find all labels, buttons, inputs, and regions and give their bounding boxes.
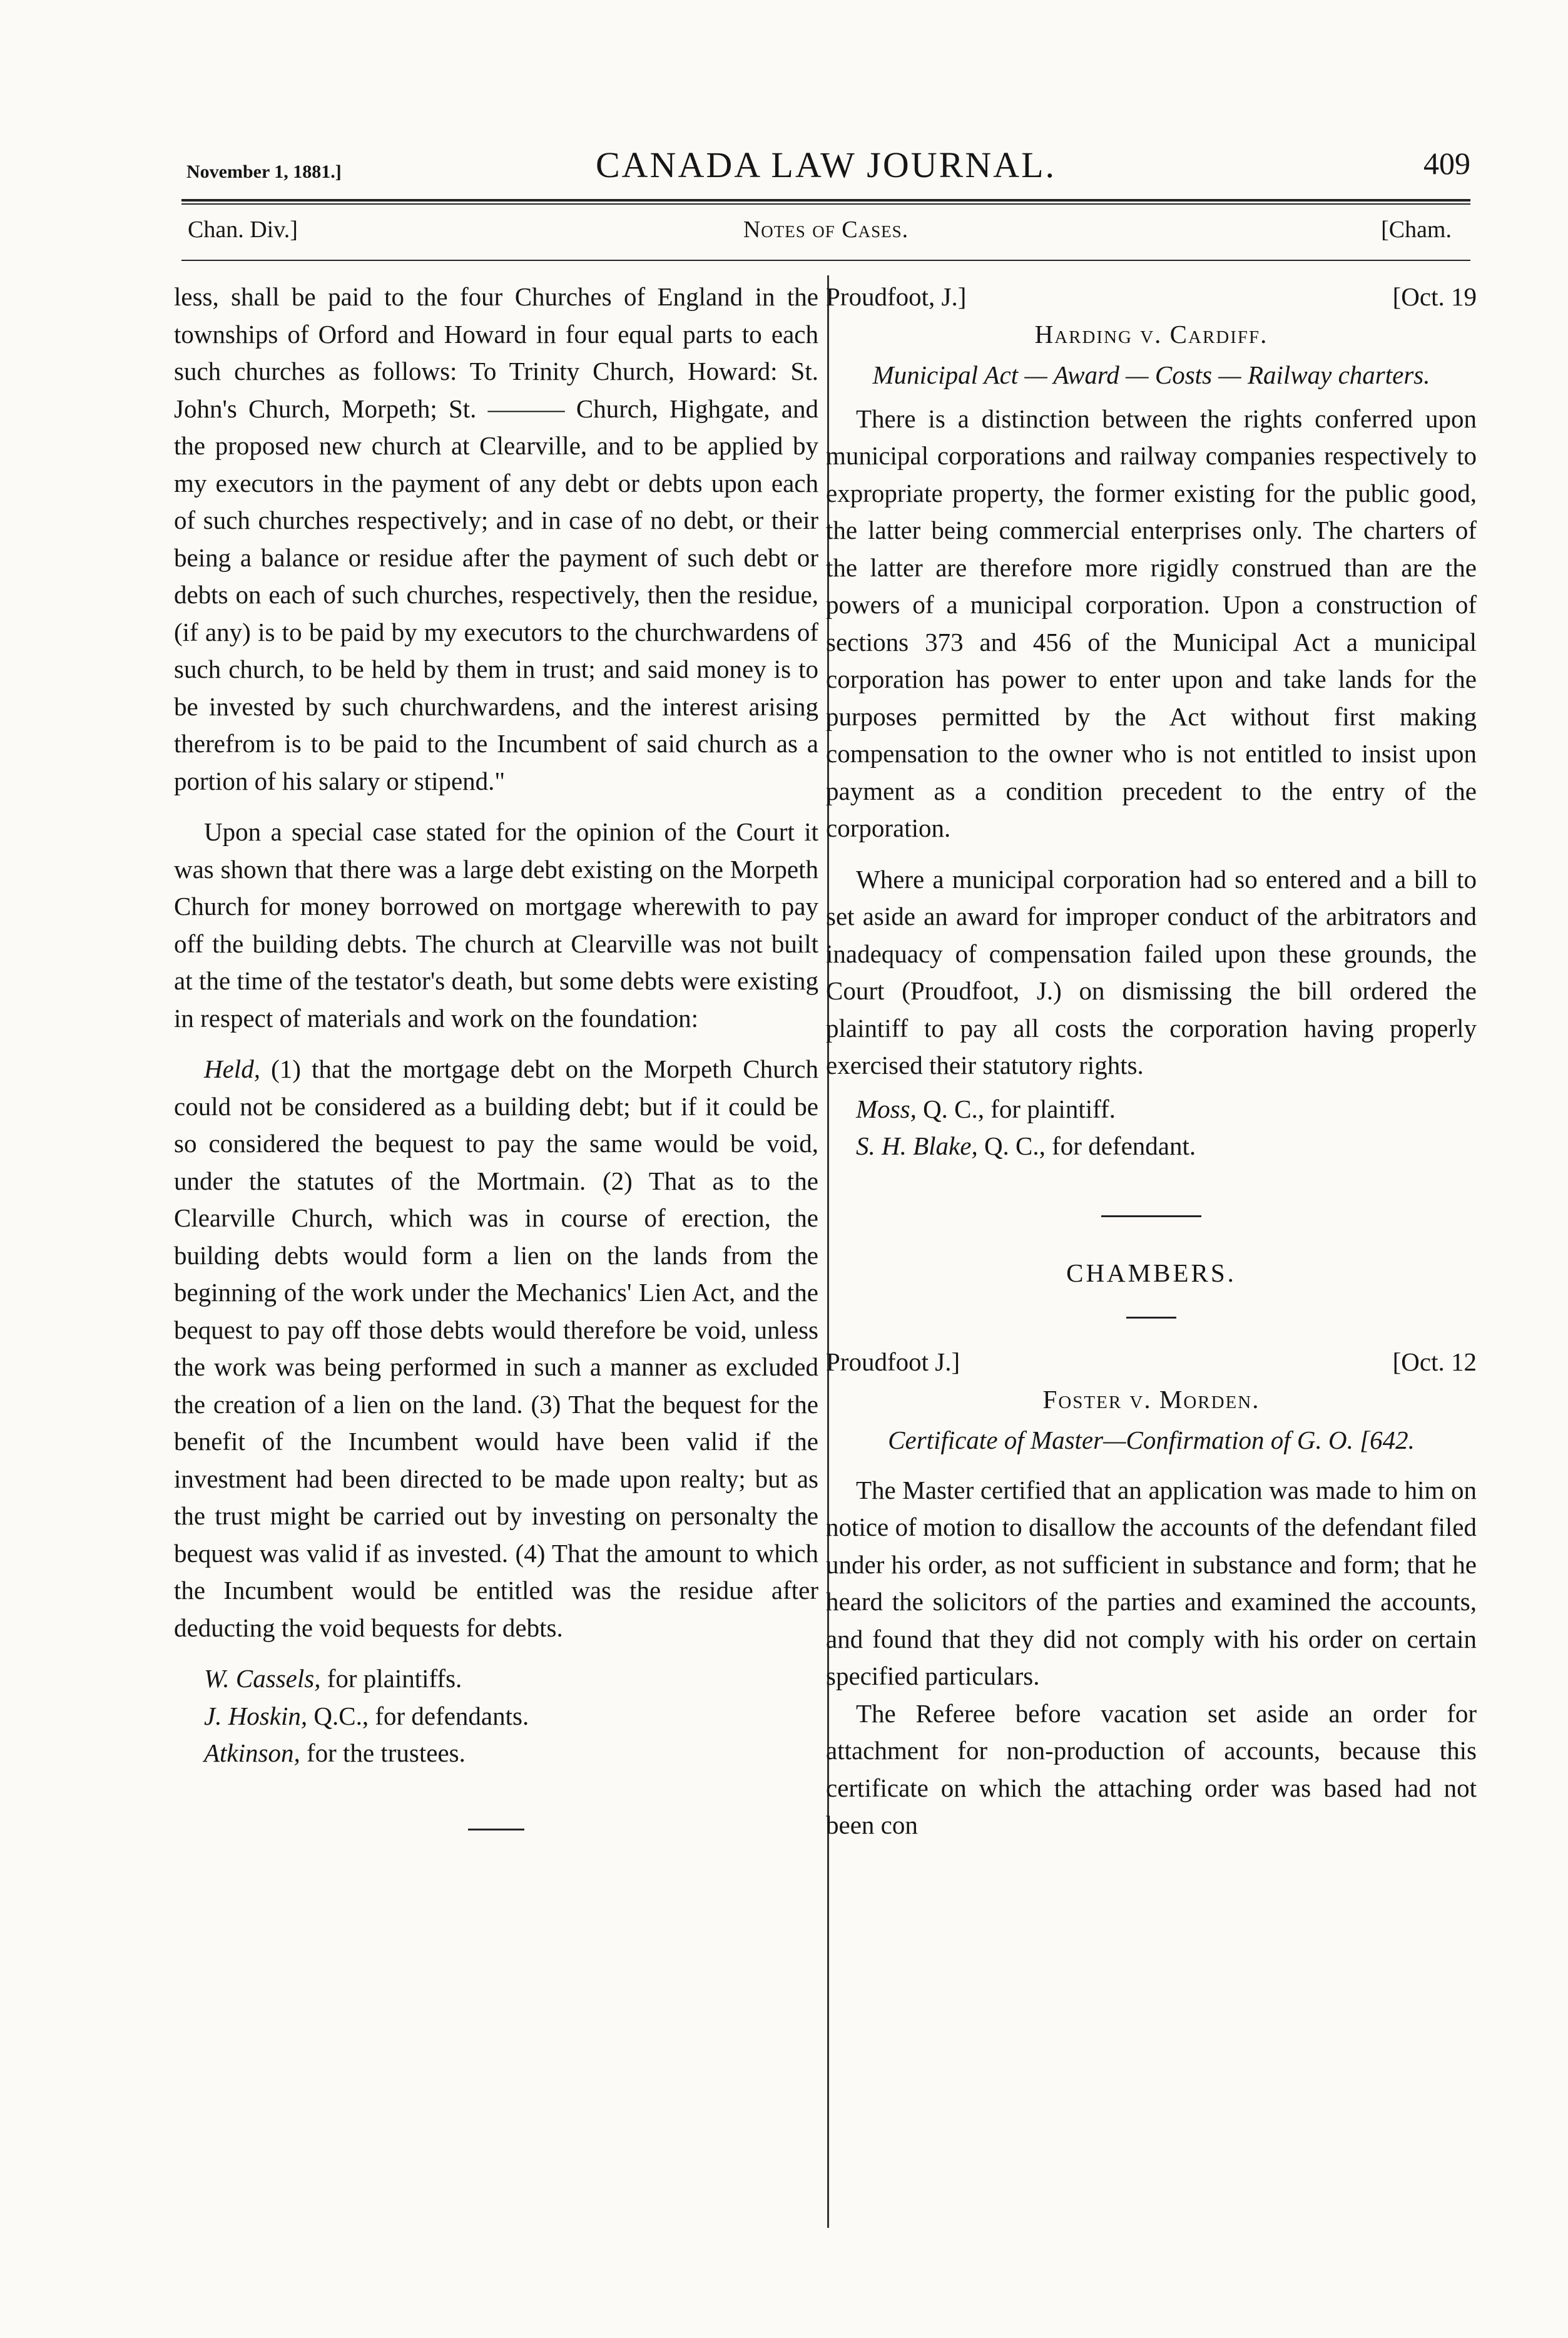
case-judge: Proudfoot, J.] — [826, 282, 967, 311]
counsel-name: S. H. Blake, — [856, 1131, 978, 1160]
running-head — [181, 131, 1470, 194]
left-column — [174, 278, 818, 1830]
case-paragraph: There is a distinction between the rights conferred upon municipal corporations and railway companies respectively to expropriate property, the former existing for the public good, the latter being commercial enterprises only. The charters of the latter are therefore more rigidly construed than are the powers of a municipal corporation. Upon a construction of sections 373 and 456 of the Municipal Act a municipal corporation has power to enter upon and take lands for the purposes permitted by the Act without first making compensation to the owner who is not entitled to insist upon payment as a condition precedent to the entry of the corporation. — [826, 404, 1477, 842]
catchwords: Municipal Act — Award — Costs — Railway charters. — [872, 360, 1430, 389]
case-title: Harding v. Cardiff. — [1034, 319, 1268, 349]
holding-text: (1) that the mortgage debt on the Morpeth Church could not be considered as a building debt; but if it could be so considered the bequest to pay the same would be void, under the statutes of the Mortmain. (2) That as to the Clearville Church, which was in course of erection, the building debts would form a lien on the lands from the beginning of the work under the Mechanics' Lien Act, and the bequest to pay off those debts would therefore be void, unless the work was being performed in such a manner as excluded the creation of a lien on the land. (3) That the bequest for the benefit of the Incumbent would have been valid if the investment had been directed to be made upon realty; but as the trust might be carried out by investing on personalty the bequest was valid if as invested. (4) That the amount to which the Incumbent would be entitled was the residue after deducting the void bequests for debts. — [174, 1054, 818, 1642]
counsel-line — [174, 1698, 818, 1735]
divider-rule — [1101, 1215, 1201, 1217]
case-date: [Oct. 19 — [1392, 282, 1477, 311]
section-left: Chan. Div.] — [188, 217, 298, 243]
counsel-line — [174, 1660, 818, 1698]
right-column — [826, 278, 1477, 1844]
header-rule-bottom — [181, 203, 1470, 205]
end-rule — [468, 1829, 524, 1830]
counsel-line — [826, 1128, 1477, 1165]
section-header — [181, 216, 1470, 253]
case-title: Foster v. Morden. — [1042, 1384, 1260, 1414]
special-case-paragraph: Upon a special case stated for the opinion of the Court it was shown that there was a large debt existing on the Morpeth Church for money borrowed on mortgage wherewith to pay off the building debts. The church at Clearville was not built at the time of the testator's death, but some debts were existing in respect of materials and work on the foundation: — [174, 817, 818, 1033]
case-judge: Proudfoot J.] — [826, 1347, 960, 1376]
holding-paragraph — [174, 1051, 818, 1646]
chambers-heading: CHAMBERS. — [1066, 1258, 1236, 1287]
counsel-name: Atkinson, — [204, 1738, 300, 1767]
held-label: Held, — [204, 1054, 260, 1083]
section-right: [Cham. — [1381, 217, 1452, 243]
counsel-role: Q. C., for defendant. — [977, 1131, 1196, 1160]
counsel-line — [826, 1091, 1477, 1128]
case-judge-line — [826, 1344, 1477, 1381]
counsel-role: for plaintiffs. — [320, 1664, 462, 1693]
journal-title: CANADA LAW JOURNAL. — [595, 145, 1056, 185]
counsel-name: W. Cassels, — [204, 1664, 321, 1693]
counsel-role: for the trustees. — [300, 1738, 466, 1767]
issue-date: November 1, 1881.] — [186, 161, 342, 182]
right-counsel-list — [826, 1091, 1477, 1165]
will-quotation: less, shall be paid to the four Churches of England in the townships of Orford and Howard in four equal parts to each such churches as follows: To Trinity Church, Howard: St. John's Church, Morpeth; St. ——— Church, Highgate, and the proposed new church at Clearville, and to be applied by my executors in the payment of any debt or debts upon each of such churches respectively; and in case of no debt, or their being a balance or residue after the payment of such debt or debts on each of such churches, respectively, then the residue, (if any) is to be paid by my executors to the churchwardens of such church, to be held by them in trust; and said money is to be invested by such churchwardens, and the interest arising therefrom is to be paid to the Incumbent of said church as a portion of his salary or stipend." — [174, 282, 818, 795]
counsel-name: J. Hoskin, — [204, 1701, 308, 1730]
case-paragraph: The Master certified that an application was made to him on notice of motion to disallow the accounts of the defendant filed under his order, as not sufficient in substance and form; that he heard the solicitors of the parties and examined the accounts, and found that they did not comply with his order on certain specified particulars. — [826, 1475, 1477, 1690]
left-counsel-list — [174, 1660, 818, 1772]
counsel-role: Q.C., for defendants. — [307, 1701, 529, 1730]
case-paragraph: The Referee before vacation set aside an order for attachment for non-production of accounts, because this certificate on which the attaching order was based had not been con — [826, 1698, 1477, 1839]
case-paragraph: Where a municipal corporation had so entered and a bill to set aside an award for improper conduct of the arbitrators and inadequacy of compensation failed upon these grounds, the Court (Proudfoot, J.) on dismissing the bill ordered the plaintiff to pay all costs the corporation having properly exercised their statutory rights. — [826, 864, 1477, 1080]
page-number: 409 — [1423, 146, 1470, 181]
section-rule — [181, 260, 1470, 261]
counsel-name: Moss, — [856, 1094, 917, 1123]
section-title: Notes of Cases. — [743, 217, 909, 243]
case-judge-line — [826, 278, 1477, 316]
counsel-line — [174, 1735, 818, 1772]
counsel-role: Q. C., for plaintiff. — [916, 1094, 1116, 1123]
divider-rule — [1126, 1317, 1176, 1319]
header-rule-top — [181, 199, 1470, 202]
case-date: [Oct. 12 — [1392, 1347, 1477, 1376]
catchwords: Certificate of Master—Confirmation of G. O. [642. — [888, 1426, 1415, 1454]
